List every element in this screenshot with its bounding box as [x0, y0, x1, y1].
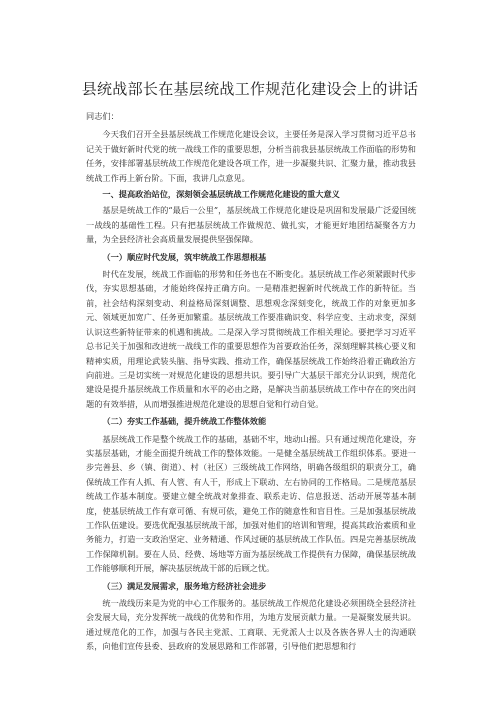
salutation: 同志们： — [86, 111, 119, 121]
subsection-heading-2: （二）夯实工作基础，提升统战工作整体效能 — [102, 416, 267, 427]
section-heading-1: 一、提高政治站位，深刻领会基层统战工作规范化建设的重大意义 — [102, 189, 340, 200]
subsection-heading-1: （一）顺应时代发展，筑牢统战工作思想根基 — [102, 251, 267, 262]
intro-paragraph: 今天我们召开全县基层统战工作规范化建设会议，主要任务是深入学习贯彻习近平总书记关于做好新时代党的统一战线工作的重要思想，分析当前我县基层统战工作面临的形势和任务，安排部署基层统战工作规范化建设各项工作，进一步凝聚共识、汇聚力量，推动我县统战工作再上新台阶。下面，我讲几点意见。 — [86, 129, 416, 183]
document-body — [86, 109, 416, 654]
subsection-3-paragraph: 统一战线历来是为党的中心工作服务的。基层统战工作规范化建设必须围绕全县经济社会发展大局，充分发挥统一战线的优势和作用，为地方发展贡献力量。一是凝聚发展共识。通过规范化的工作，加强与各民主党派、工商联、无党派人士以及各族各界人士的沟通联系，向他们宣传县委、县政府的发展思路和工作部署，引导他们把思想和行 — [86, 598, 416, 652]
document-title: 县统战部长在基层统战工作规范化建设会上的讲话 — [81, 80, 419, 98]
subsection-2-paragraph: 基层统战工作是整个统战工作的基础，基础不牢，地动山摇。只有通过规范化建设，夯实基层基础，才能全面提升统战工作的整体效能。一是健全基层统战工作组织体系。要进一步完善县、乡（镇、街道）、村（社区）三级统战工作网络，明确各级组织的职责分工，确保统战工作有人抓、有人管、有人干，形成上下联动、左右协同的工作格局。二是规范基层统战工作基本制度。要建立健全统战对象排查、联系走访、信息报送、活动开展等基本制度，使基层统战工作有章可循、有规可依，避免工作的随意性和盲目性。三是加强基层统战工作队伍建设。要选优配强基层统战干部，加强对他们的培训和管理，提高其政治素质和业务能力，打造一支政治坚定、业务精通、作风过硬的基层统战工作队伍。四是完善基层统战工作保障机制。要在人员、经费、场地等方面为基层统战工作提供有力保障，确保基层统战工作能够顺利开展，解决基层统战干部的后顾之忧。 — [86, 433, 416, 574]
subsection-1-paragraph: 时代在发展，统战工作面临的形势和任务也在不断变化。基层统战工作必须紧跟时代步伐，夯实思想基础，才能始终保持正确方向。一是精准把握新时代统战工作的新特征。当前，社会结构深刻变动、利益格局深刻调整、思想观念深刻变化，统战工作的对象更加多元、领域更加宽广、任务更加繁重。基层统战工作要准确识变、科学应变、主动求变，深刻认识这些新特征带来的机遇和挑战。二是深入学习贯彻统战工作相关理论。要把学习习近平总书记关于加强和改进统一战线工作的重要思想作为首要政治任务，深刻理解其核心要义和精神实质，用理论武装头脑、指导实践、推动工作，确保基层统战工作始终沿着正确政治方向前进。三是切实统一对规范化建设的思想共识。要引导广大基层干部充分认识到，规范化建设是提升基层统战工作质量和水平的必由之路，是解决当前基层统战工作中存在的突出问题的有效举措，从而增强推进规范化建设的思想自觉和行动自觉。 — [86, 269, 416, 409]
subsection-heading-3: （三）满足发展需求，服务地方经济社会进步 — [102, 580, 267, 591]
section-1-paragraph: 基层是统战工作的“最后一公里”，基层统战工作规范化建设是巩固和发展最广泛爱国统一战线的基础性工程。只有把基层统战工作做规范、做扎实，才能更好地团结凝聚各方力量，为全县经济社会高质量发展提供坚强保障。 — [86, 205, 416, 245]
